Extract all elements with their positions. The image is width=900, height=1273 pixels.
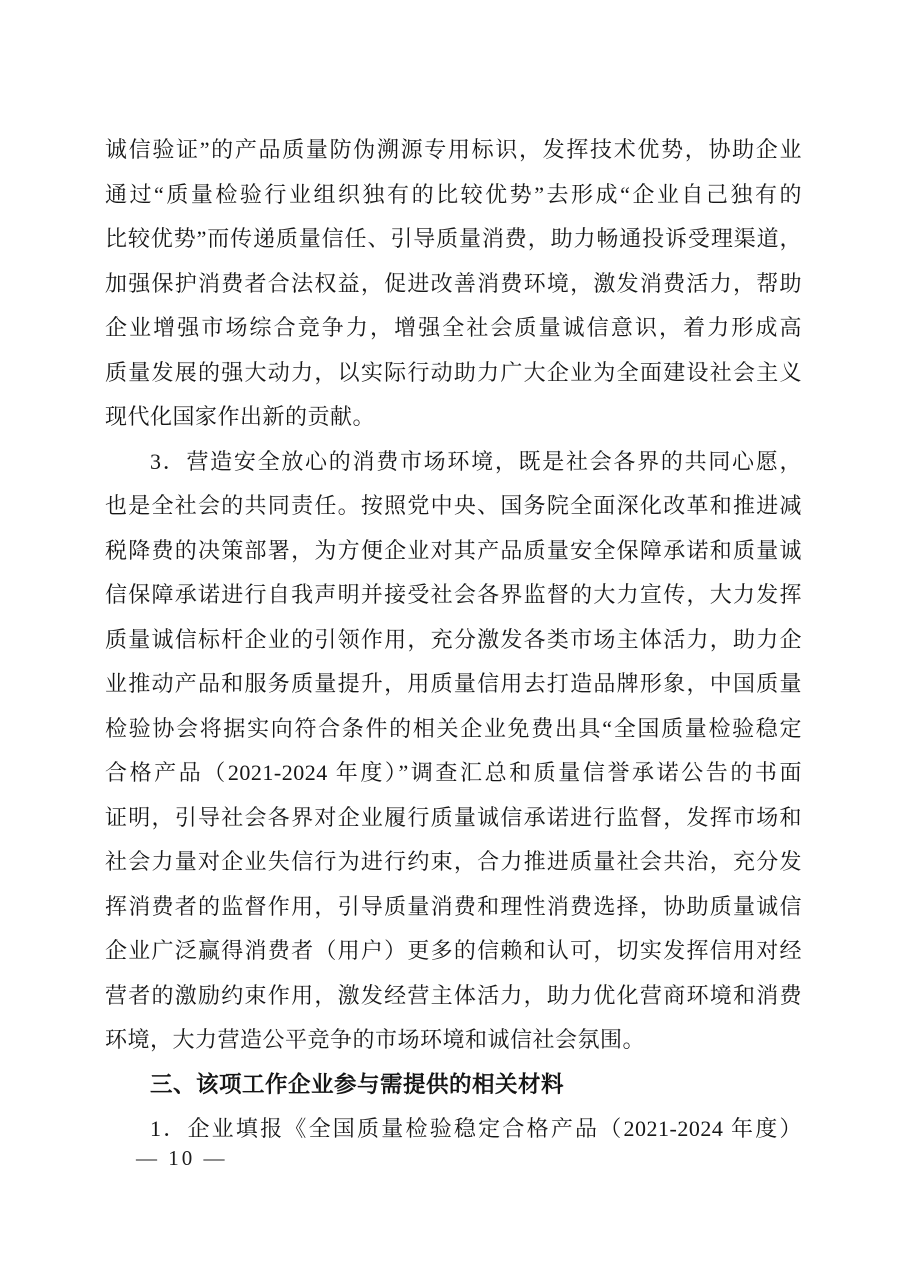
page-number: — 10 — [136,1146,228,1170]
body-text-line: 1．企业填报《全国质量检验稳定合格产品（2021-2024 年度） [150,1116,802,1141]
body-text-line: 质量发展的强大动力，以实际行动助力广大企业为全面建设社会主义 [105,359,802,385]
body-text-line: 也是全社会的共同责任。按照党中央、国务院全面深化改革和推进减 [105,493,802,518]
body-text-line: 质量诚信标杆企业的引领作用，充分激发各类市场主体活力，助力企 [105,626,802,652]
body-text-line: 税降费的决策部署，为方便企业对其产品质量安全保障承诺和质量诚 [105,537,802,563]
body-text-line: 环境，大力营造公平竞争的市场环境和诚信社会氛围。 [105,1027,646,1052]
section-heading-line: 三、该项工作企业参与需提供的相关材料 [150,1071,565,1097]
body-text-line: 比较优势”而传递质量信任、引导质量消费，助力畅通投诉受理渠道， [105,226,802,251]
body-text-line: 信保障承诺进行自我声明并接受社会各界监督的大力宣传，大力发挥 [105,582,802,607]
body-text-line: 挥消费者的监督作用，引导质量消费和理性消费选择，协助质量诚信 [105,893,802,919]
body-text-line: 证明，引导社会各界对企业履行质量诚信承诺进行监督，发挥市场和 [105,804,802,830]
body-text-line: 营者的激励约束作用，激发经营主体活力，助力优化营商环境和消费 [105,982,802,1008]
body-text-line: 企业广泛赢得消费者（用户）更多的信赖和认可，切实发挥信用对经 [105,938,802,963]
document-body [105,128,802,1152]
body-text-line: 加强保护消费者合法权益，促进改善消费环境，激发消费活力，帮助 [105,270,802,296]
body-text-line: 3．营造安全放心的消费市场环境，既是社会各界的共同心愿， [150,448,802,474]
body-text-line: 现代化国家作出新的贡献。 [105,404,376,429]
body-text-line: 通过“质量检验行业组织独有的比较优势”去形成“企业自己独有的 [105,181,802,207]
body-text-line: 合格产品（2021-2024 年度）”调查汇总和质量信誉承诺公告的书面 [105,760,802,785]
body-text-line: 诚信验证”的产品质量防伪溯源专用标识，发挥技术优势，协助企业 [105,137,802,162]
body-text-line: 检验协会将据实向符合条件的相关企业免费出具“全国质量检验稳定 [105,715,802,741]
body-text-line: 社会力量对企业失信行为进行约束，合力推进质量社会共治，充分发 [105,849,802,874]
body-text-line: 企业增强市场综合竞争力，增强全社会质量诚信意识，着力形成高 [105,315,802,340]
body-text-line: 业推动产品和服务质量提升，用质量信用去打造品牌形象，中国质量 [105,671,802,696]
